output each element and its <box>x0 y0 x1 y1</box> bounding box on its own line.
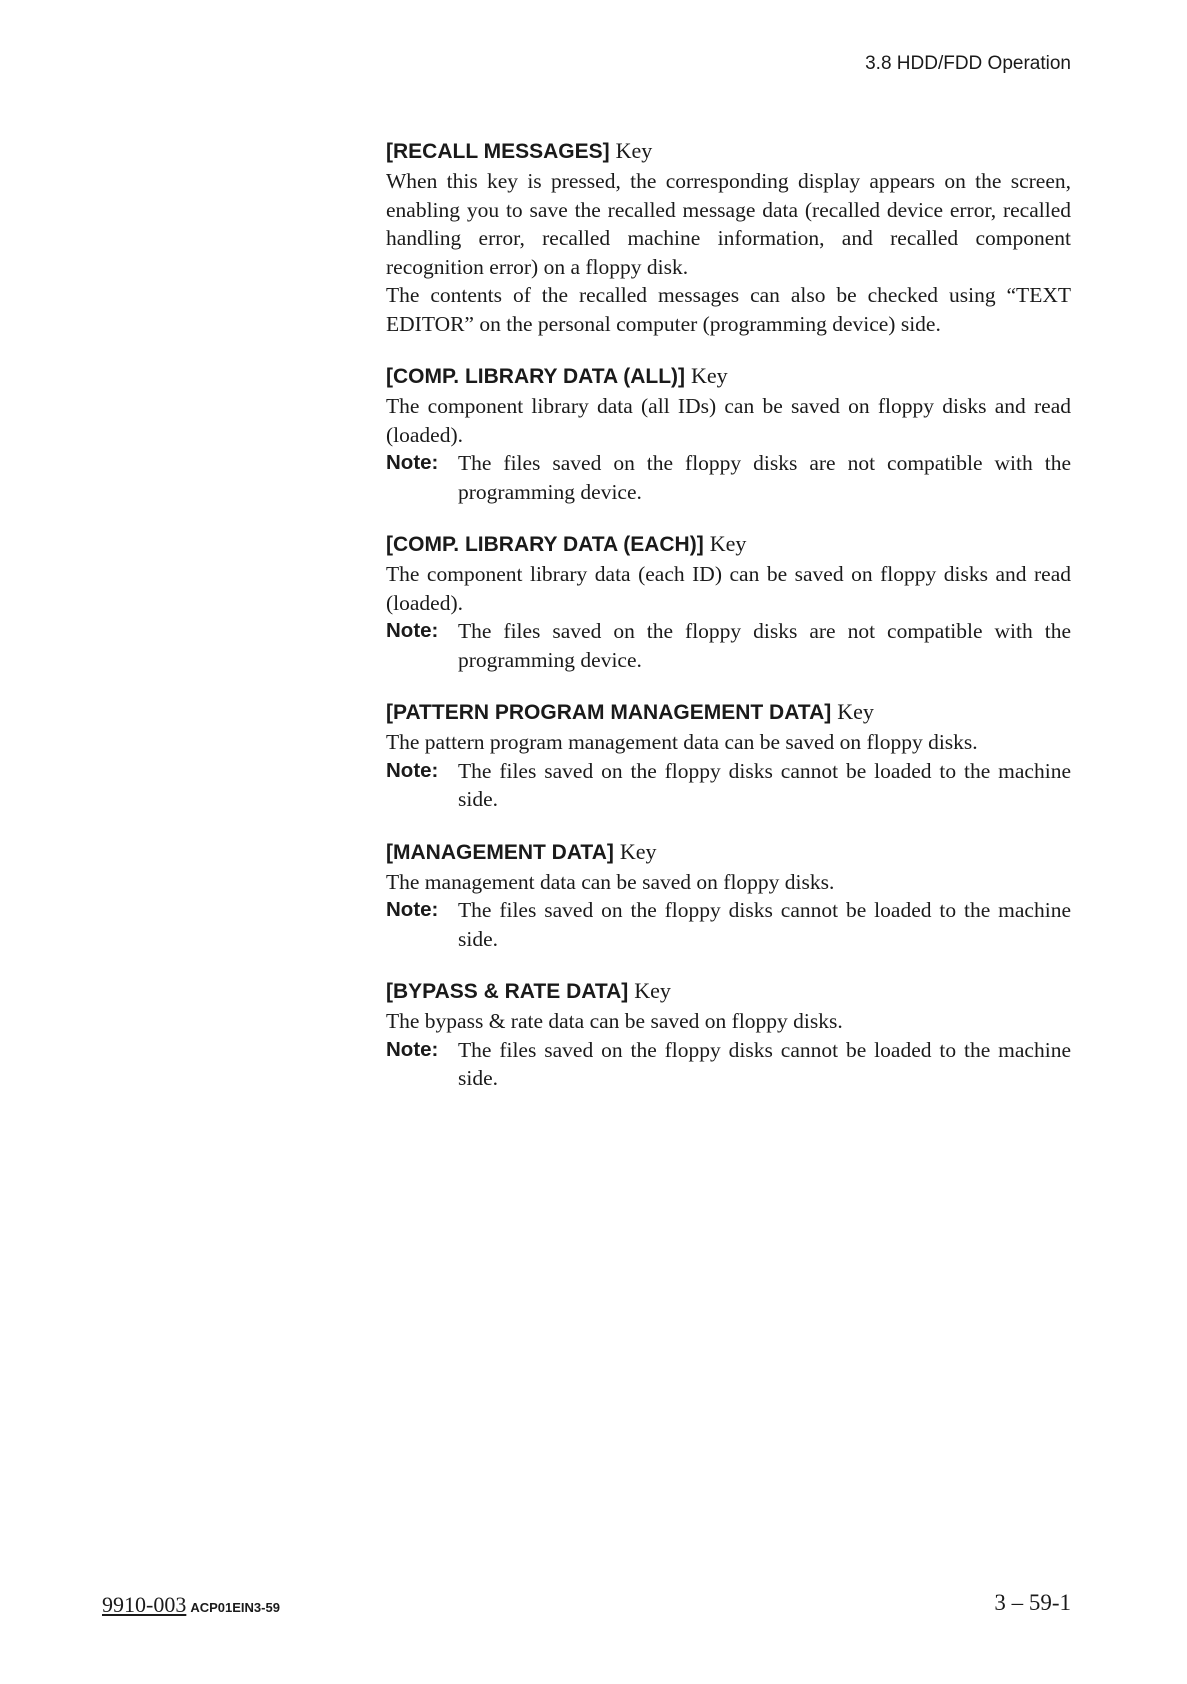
doc-code: ACP01EIN3-59 <box>190 1600 280 1615</box>
page-content <box>386 136 1071 1116</box>
key-word: Key <box>619 838 657 864</box>
key-name: [COMP. LIBRARY DATA (ALL)] <box>386 365 686 388</box>
key-name: [RECALL MESSAGES] <box>386 140 610 163</box>
key-word: Key <box>615 138 653 163</box>
running-header: 3.8 HDD/FDD Operation <box>865 53 1071 74</box>
key-word: Key <box>634 978 671 1003</box>
note-label: Note: <box>386 451 439 474</box>
section-bypass-rate-data <box>386 976 1071 1093</box>
paragraph: The contents of the recalled messages can also be checked using “TEXT EDITOR” on the personal computer (programming device) side. <box>386 283 1071 336</box>
note <box>386 1036 1071 1093</box>
key-word: Key <box>691 363 728 388</box>
key-word: Key <box>709 531 747 556</box>
note-label: Note: <box>386 1037 439 1061</box>
note-label: Note: <box>386 758 439 782</box>
note-label: Note: <box>386 898 439 921</box>
paragraph: When this key is pressed, the corresponding display appears on the screen, enabling you to save the recalled message data (recalled device error, recalled handling error, recalled machine information, and recalled component recognition error) on a floppy disk. <box>386 169 1071 279</box>
note-text: The files saved on the floppy disks cannot be loaded to the machine side. <box>458 758 1071 811</box>
note-text: The files saved on the floppy disks cannot be loaded to the machine side. <box>458 1037 1071 1090</box>
section-heading <box>386 136 1071 167</box>
paragraph: The component library data (all IDs) can be saved on floppy disks and read (loaded). <box>386 394 1071 447</box>
note-text: The files saved on the floppy disks cannot be loaded to the machine side. <box>458 898 1071 951</box>
section-heading <box>386 837 1071 868</box>
paragraph: The bypass & rate data can be saved on floppy disks. <box>386 1009 843 1033</box>
paragraph: The pattern program management data can be saved on floppy disks. <box>386 730 978 754</box>
doc-number: 9910-003 <box>102 1592 187 1617</box>
section-heading <box>386 361 1071 392</box>
note <box>386 449 1071 506</box>
section-comp-library-data-each <box>386 529 1071 674</box>
section-heading <box>386 529 1071 560</box>
section-comp-library-data-all <box>386 361 1071 506</box>
section-management-data <box>386 837 1071 954</box>
paragraph: The management data can be saved on floppy disks. <box>386 869 835 894</box>
note-text: The files saved on the floppy disks are not compatible with the programming device. <box>458 619 1071 672</box>
key-name: [MANAGEMENT DATA] <box>386 840 614 864</box>
key-word: Key <box>837 699 874 724</box>
note <box>386 896 1071 953</box>
footer-doc-info <box>102 1592 280 1618</box>
section-recall-messages <box>386 136 1071 338</box>
note-text: The files saved on the floppy disks are not compatible with the programming device. <box>458 451 1071 504</box>
key-name: [BYPASS & RATE DATA] <box>386 980 629 1003</box>
note <box>386 617 1071 674</box>
section-heading <box>386 976 1071 1007</box>
page-number: 3 – 59-1 <box>994 1590 1071 1615</box>
paragraph: The component library data (each ID) can be saved on floppy disks and read (loaded). <box>386 562 1071 615</box>
note-label: Note: <box>386 619 439 642</box>
section-heading <box>386 697 1071 728</box>
note <box>386 757 1071 814</box>
key-name: [COMP. LIBRARY DATA (EACH)] <box>386 533 704 556</box>
section-pattern-program-management-data <box>386 697 1071 814</box>
key-name: [PATTERN PROGRAM MANAGEMENT DATA] <box>386 701 832 724</box>
